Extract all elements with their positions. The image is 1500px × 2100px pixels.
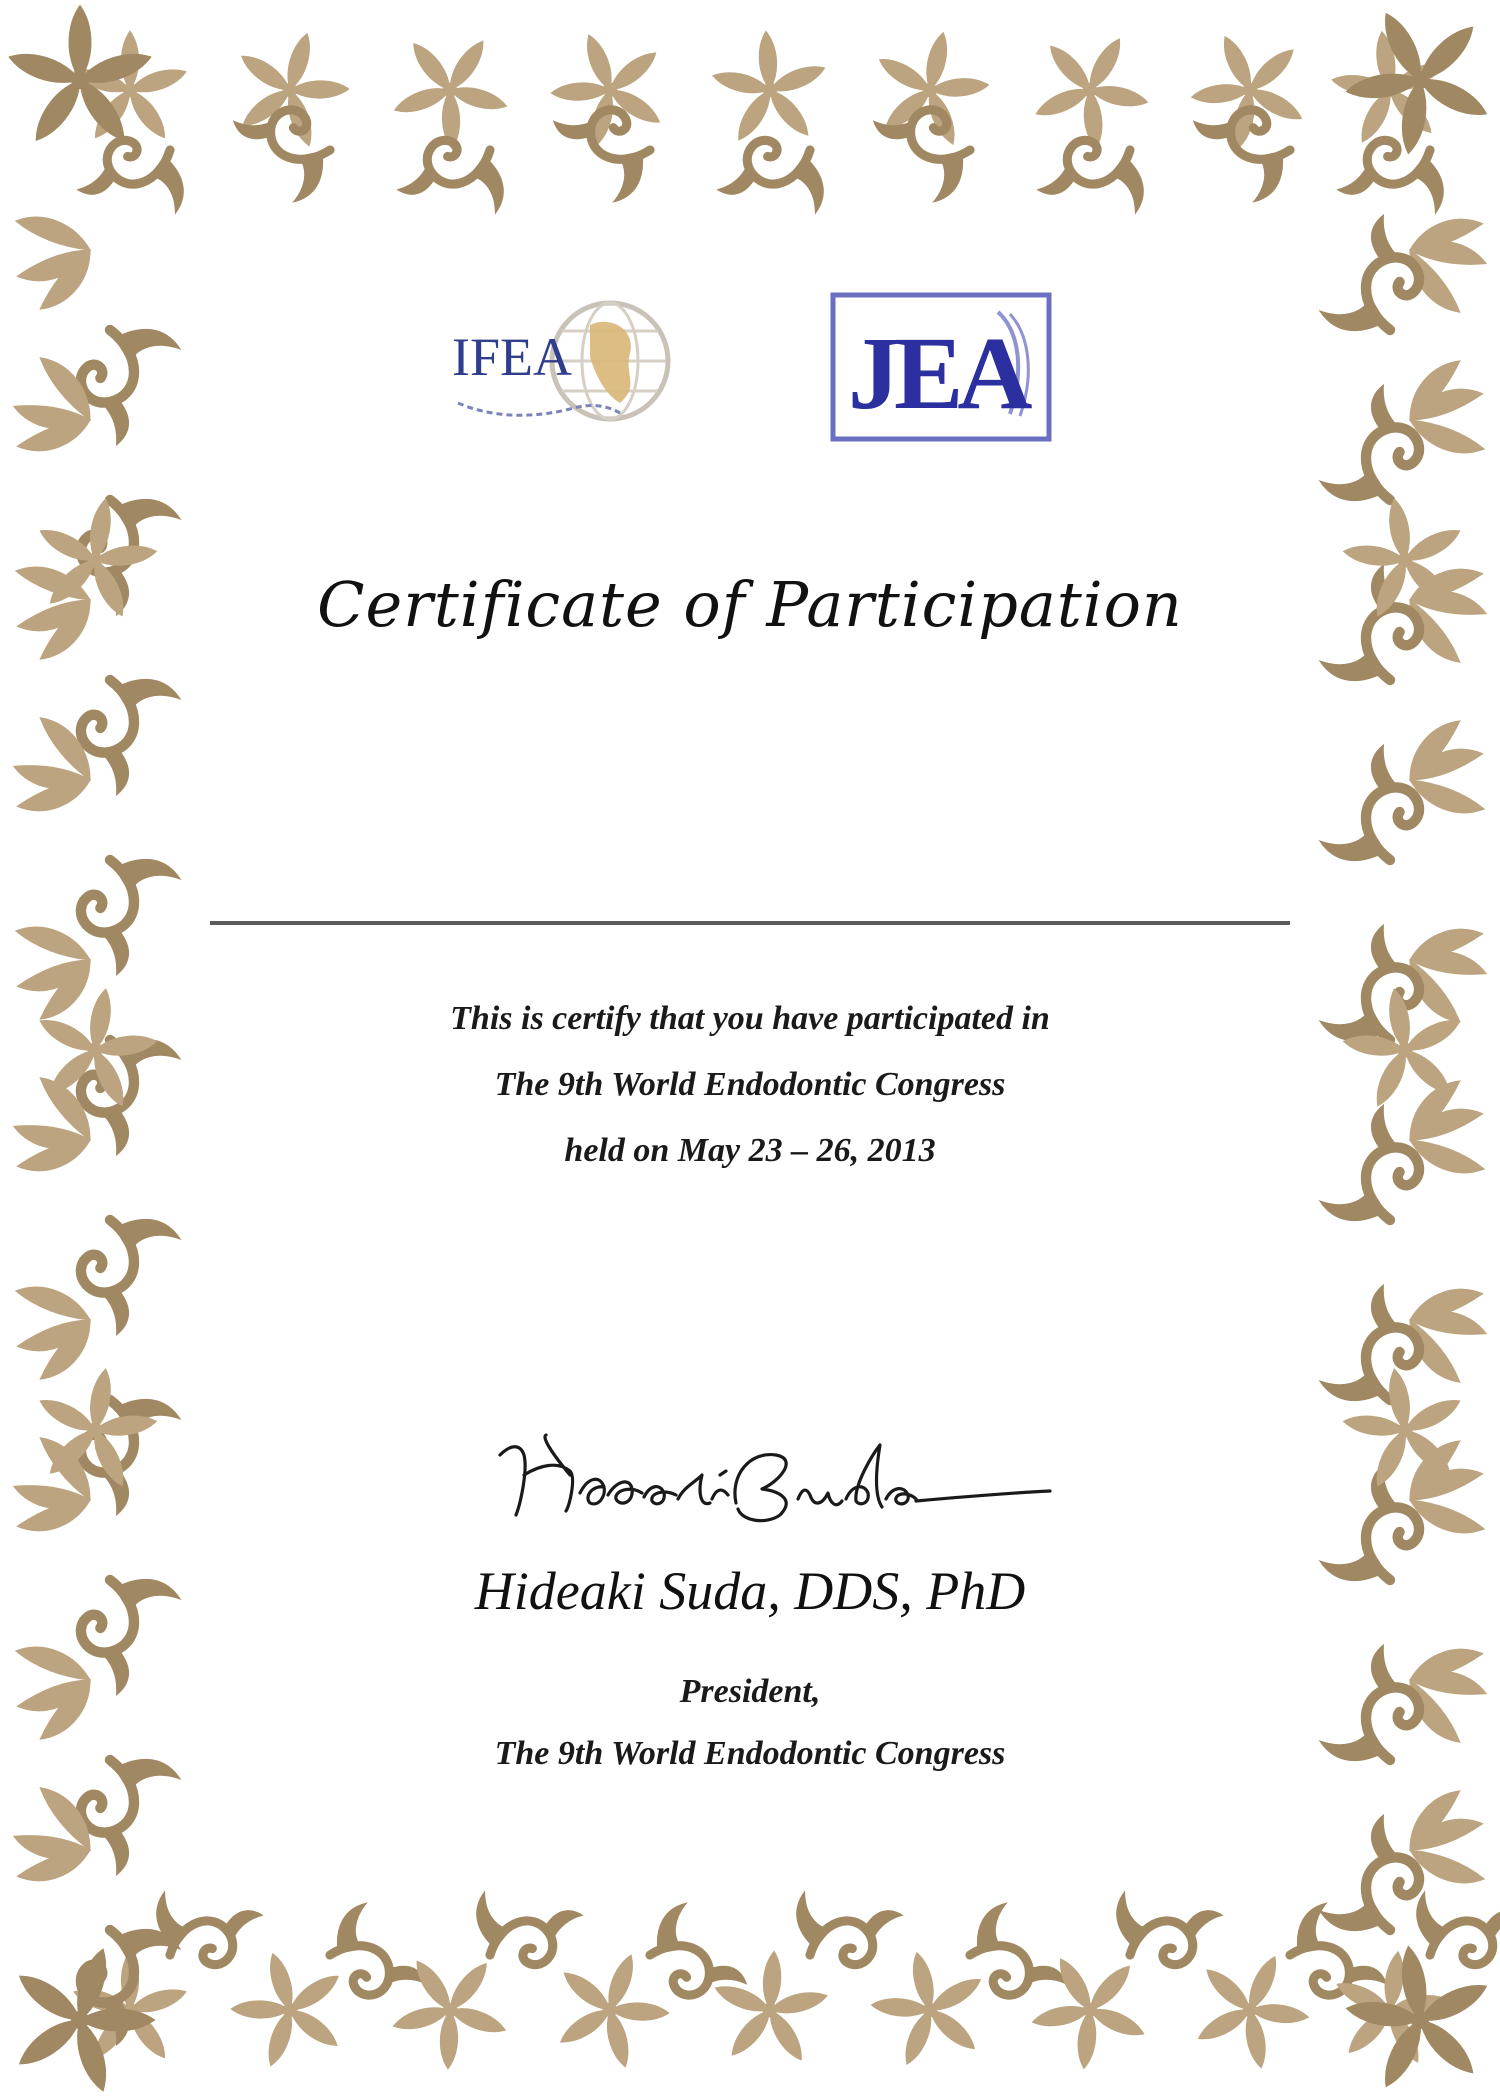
scroll-ornament: [707, 126, 832, 242]
leaf-ornament: [1, 193, 114, 323]
scroll-ornament: [387, 126, 512, 242]
scroll-ornament: [81, 1579, 180, 1695]
signer-title: President,: [679, 1673, 821, 1710]
scroll-ornament: [468, 1863, 593, 1979]
scroll-ornament: [1320, 1465, 1419, 1581]
leaf-ornament: [1386, 348, 1499, 478]
scroll-ornament: [321, 1897, 446, 2013]
flower-ornament: [1175, 13, 1330, 170]
scroll-ornament: [81, 859, 180, 975]
event-dates: held on May 23 – 26, 2013: [564, 1132, 936, 1169]
scroll-ornament: [1327, 126, 1452, 242]
scroll-ornament: [148, 1863, 273, 1979]
scroll-ornament: [961, 1897, 1086, 2013]
scroll-ornament: [81, 679, 180, 795]
jea-logo: [830, 292, 1052, 442]
scroll-ornament: [1320, 1105, 1419, 1221]
leaf-ornament: [1, 1623, 114, 1753]
scroll-ornament: [788, 1863, 913, 1979]
ifea-logo-text: IFEA: [452, 327, 572, 387]
scroll-ornament: [1320, 565, 1419, 681]
recipient-name-line: [210, 921, 1290, 925]
scroll-ornament: [81, 329, 180, 445]
scroll-ornament: [81, 1759, 180, 1875]
flower-ornament: [693, 1934, 840, 2085]
scroll-ornament: [1320, 745, 1419, 861]
flower-ornament: [217, 1937, 362, 2078]
scroll-ornament: [1320, 1645, 1419, 1761]
jea-logo-text: JEA: [848, 316, 1027, 431]
flower-ornament: [368, 1928, 528, 2086]
signer-organization: The 9th World Endodontic Congress: [494, 1735, 1006, 1772]
certification-statement: This is certify that you have participated in: [450, 1000, 1050, 1037]
scroll-ornament: [81, 1219, 180, 1335]
flower-ornament: [25, 978, 167, 1115]
event-name: The 9th World Endodontic Congress: [494, 1066, 1006, 1103]
flower-ornament: [532, 7, 693, 168]
flower-ornament: [1333, 978, 1475, 1115]
leaf-ornament: [1, 1263, 114, 1393]
scroll-ornament: [1320, 215, 1419, 331]
flower-ornament: [866, 1946, 987, 2073]
leaf-ornament: [1386, 1778, 1499, 1908]
flower-ornament: [1020, 1942, 1154, 2080]
scroll-ornament: [1320, 385, 1419, 501]
certificate-title: Certificate of Participation: [317, 568, 1183, 641]
signature: [480, 1415, 1060, 1535]
scroll-ornament: [1027, 126, 1152, 242]
scroll-ornament: [1108, 1863, 1233, 1979]
scroll-ornament: [1320, 1815, 1419, 1931]
leaf-ornament: [1386, 708, 1499, 838]
scroll-ornament: [67, 126, 192, 242]
signer-name: Hideaki Suda, DDS, PhD: [474, 1561, 1026, 1621]
ifea-logo: [440, 285, 680, 445]
flower-ornament: [218, 17, 363, 158]
